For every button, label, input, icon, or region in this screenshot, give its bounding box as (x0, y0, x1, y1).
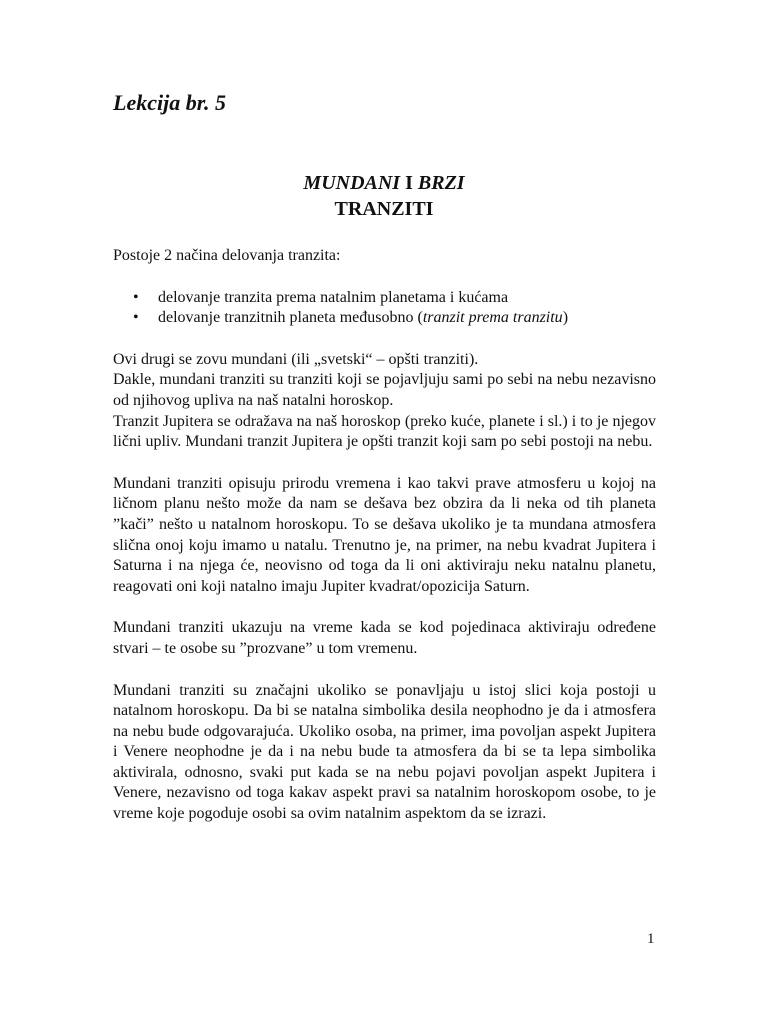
paragraph-gap (113, 660, 656, 681)
paragraph-2: Mundani tranziti opisuju prirodu vremena i kao takvi prave atmosferu u kojoj na ličnom planu nešto može da nam se dešava bez obzira da li neka od tih planeta ”kači” nešto u natalnom horoskopu. To se dešava ukoliko je ta mundana atmosfera slična onoj koju imamo u natalu. Trenutno je, na primer, na nebu kvadrat Jupitera i Saturna i na njega će, neovisno od toga da li oni aktiviraju neku natalnu planetu, reagovati oni koji natalno imaju Jupiter kvadrat/opozicija Saturn. (113, 474, 656, 595)
paragraph-gap (113, 453, 656, 474)
paragraph-gap (113, 597, 656, 618)
paragraph-1-line-2: Dakle, mundani tranziti su tranziti koji se pojavljuju sami po sebi na nebu nezavisno od njihovog upliva na naš natalni horoskop. (113, 371, 656, 409)
title-word-i: I (405, 172, 413, 194)
title-line-2: TRANZITI (334, 198, 434, 220)
document-title (0, 170, 768, 222)
bullet-icon: • (133, 288, 139, 306)
bullet-list (113, 288, 656, 329)
paragraph-4: Mundani tranziti su značajni ukoliko se ponavljaju u istoj slici koja postoji u natalnom horoskopu. Da bi se natalna simbolika desila neophodno je da i atmosfera na nebu bude odgovarajuća. Ukoliko osoba, na primer, ima povoljan aspekt Jupitera i Venere neophodne je da i na nebu bude ta atmosfera da bi se ta lepa simbolika aktivirala, odnosno, svaki put kada se na nebu pojavi povoljan aspekt Jupitera i Venere, nezavisno od toga kakav aspekt pravi sa natalnim horoskopom osobe, to je vreme koje pogoduje osobi sa ovim natalnim aspektom da se izrazi. (113, 681, 656, 823)
title-line-1 (0, 170, 768, 196)
document-body (113, 246, 656, 825)
bullet-item-text: delovanje tranzita prema natalnim planetama i kućama (158, 288, 509, 306)
paragraph-3: Mundani tranziti ukazuju na vreme kada se kod pojedinaca aktiviraju određene stvari – te osobe su ”prozvane” u tom vremenu. (113, 619, 656, 657)
lesson-heading: Lekcija br. 5 (113, 90, 227, 115)
bullet-item (113, 288, 656, 309)
paragraph-1-line-3: Tranzit Jupitera se odražava na naš horoskop (preko kuće, planete i sl.) i to je njegov lični upliv. Mundani tranzit Jupitera je opšti tranzit koji sam po sebi postoji na nebu. (113, 412, 656, 451)
bullet-icon: • (133, 309, 139, 327)
intro-text: Postoje 2 načina delovanja tranzita: (113, 247, 341, 264)
paragraph-1-line-1: Ovi drugi se zovu mundani (ili „svetski“ – opšti tranziti). (113, 350, 479, 368)
title-word-brzi: BRZI (417, 172, 465, 194)
title-word-mundani: MUNDANI (303, 172, 401, 194)
bullet-item (113, 308, 656, 329)
bullet-item-italic: tranzit prema tranzitu (422, 309, 563, 327)
bullet-item-end: ) (562, 309, 569, 327)
page-number: 1 (647, 931, 655, 947)
bullet-item-text: delovanje tranzitnih planeta međusobno ( (158, 309, 423, 327)
